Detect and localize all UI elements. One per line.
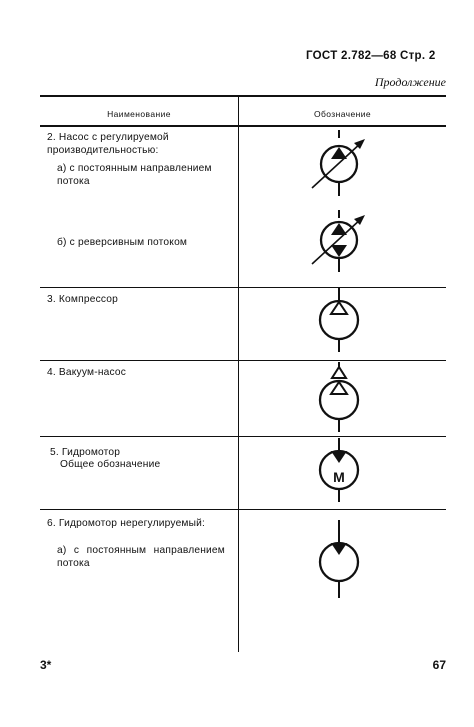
row-5-subtitle: Общее обозначение	[60, 459, 161, 470]
symbol-motor-letter: М	[333, 469, 345, 485]
symbol-variable-pump-reversible	[282, 210, 402, 280]
symbol-vacuum-pump	[282, 362, 402, 434]
row-5-title: 5. Гидромотор	[50, 447, 121, 458]
table-top-rule	[40, 95, 446, 97]
row-2-item-b: б) с реверсивным потоком	[57, 237, 188, 248]
page-number: 67	[432, 658, 446, 672]
column-header-name: Наименование	[107, 109, 171, 119]
column-header-symbol: Обозначение	[314, 109, 371, 119]
row-6-item-a: а) с постоянным направлением потока	[57, 545, 225, 569]
row-2-title: 2. Насос с регулируемой производительностью:	[47, 132, 169, 156]
symbol-hydraulic-motor	[282, 438, 402, 508]
continuation-label: Продолжение	[374, 75, 446, 89]
row-6-title: 6. Гидромотор нерегулируемый:	[47, 518, 206, 529]
footer-left-mark: 3*	[40, 658, 52, 672]
symbol-variable-pump-unidirectional	[282, 130, 402, 200]
row-divider	[40, 360, 446, 361]
table-column-divider	[238, 95, 239, 652]
row-2-item-a: а) с постоянным направлением потока	[57, 163, 212, 187]
symbol-fixed-motor-unidirectional	[282, 520, 402, 602]
page-header: ГОСТ 2.782—68 Стр. 2	[306, 50, 436, 62]
row-divider	[40, 436, 446, 437]
row-4-title: 4. Вакуум-насос	[47, 367, 127, 378]
symbol-compressor	[282, 288, 402, 356]
row-3-title: 3. Компрессор	[47, 294, 119, 305]
row-divider	[40, 509, 446, 510]
